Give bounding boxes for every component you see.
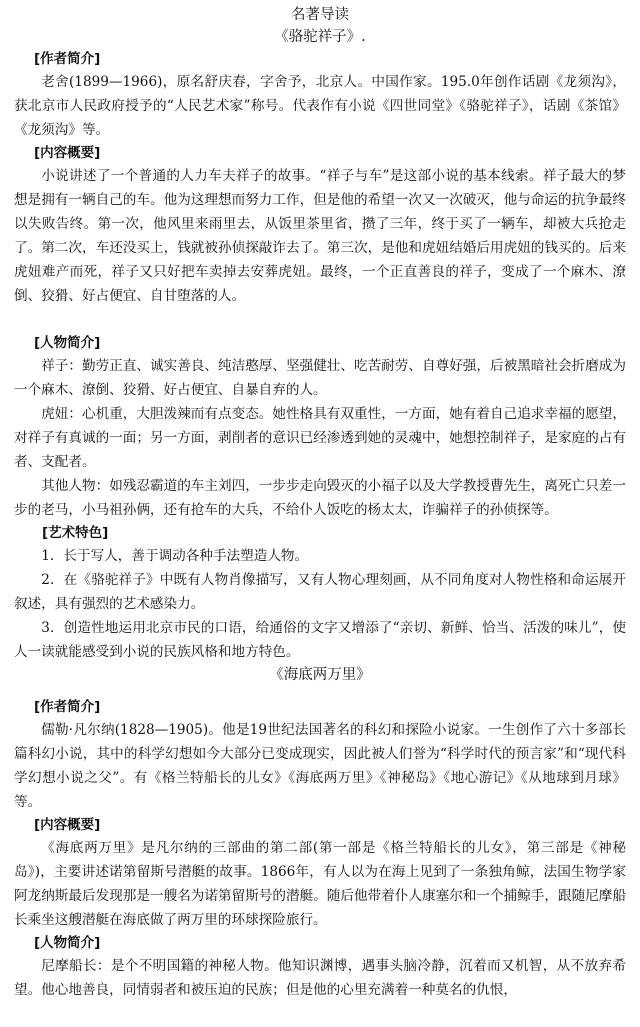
book1-content-text: 小说讲述了一个普通的人力车夫祥子的故事。“祥子与车”是这部小说的基本线索。祥子最大的梦想是拥有一辆自己的车。他为这理想而努力工作，但是他的希望一次又一次破灭，他与命运的抗争最终以失败告终。第一次，他风里来雨里去，从饭里茶里省，攒了三年，终于买了一辆车，却被大兵抢走了。第二次，车还没买上，钱就被孙侦探敲诈去了。第三次，是他和虎妞结婚后用虎妞的钱买的。后来虎妞难产而死，祥子又只好把车卖掉去安葬虎妞。最终，一个正直善良的祥子，变成了一个麻木、潦倒、狡猾、好占便宜、自甘堕落的人。 (14, 168, 626, 304)
art-feature-3: 3．创造性地运用北京市民的口语，给通俗的文字又增添了“亲切、新鲜、恰当、活泼的味儿”，使人一读就能感受到小说的民族风格和地方特色。 (14, 620, 626, 660)
book1-content-heading: [内容概要] (34, 145, 101, 161)
book2-content-text: 《海底两万里》是凡尔纳的三部曲的第二部(第一部是《格兰特船长的儿女》，第三部是《神秘岛》)，主要讲述诺第留斯号潜艇的故事。1866年，有人以为在海上见到了一条独角鲸，法国生物学家阿龙纳斯最后发现那是一艘名为诺第留斯号的潜艇。随后他带着仆人康塞尔和一个捕鲸手，跟随尼摩船长乘坐这艘潜艇在海底做了两万里的环球探险旅行。 (14, 840, 626, 928)
book1-title: 《骆驼祥子》. (274, 29, 366, 45)
book1-art-heading: [艺术特色] (42, 525, 109, 541)
character-huniu: 虎妞：心机重，大胆泼辣而有点变态。她性格具有双重性，一方面，她有着自己追求幸福的愿望，对祥子有真诚的一面；另一方面，剥削者的意识已经渗透到她的灵魂中，她想控制祥子，是家庭的占有者、支配者。 (14, 406, 626, 470)
book2-title: 《海底两万里》 (269, 667, 371, 683)
document-page (0, 4, 640, 1002)
art-feature-1: 1．长于写人，善于调动各种手法塑造人物。 (41, 548, 309, 564)
character-xiangzi: 祥子：勤劳正直、诚实善良、纯洁憨厚、坚强健壮、吃苦耐劳、自尊好强，后被黑暗社会折磨成为一个麻木、潦倒、狡猾、好占便宜、自暴自弃的人。 (14, 358, 626, 398)
book2-content-heading: [内容概要] (34, 817, 101, 833)
art-feature-2: 2．在《骆驼祥子》中既有人物肖像描写，又有人物心理刻画，从不同角度对人物性格和命运展开叙述，具有强烈的艺术感染力。 (14, 572, 626, 612)
book1-characters-heading: [人物简介] (34, 335, 101, 351)
book2-author-text: 儒勒·凡尔纳(1828—1905)。他是19世纪法国著名的科幻和探险小说家。一生创作了六十多部长篇科幻小说，其中的科学幻想如今大部分已变成现实，因此被人们誉为“科学时代的预言家”和“现代科学幻想小说之父”。有《格兰特船长的儿女》《海底两万里》《神秘岛》《地心游记》《从地球到月球》等。 (14, 722, 626, 810)
blank-line (14, 308, 626, 332)
character-nemo: 尼摩船长：是个不明国籍的神秘人物。他知识渊博，遇事头脑冷静，沉着而又机智，从不放弃希望。他心地善良，同情弱者和被压迫的民族；但是他的心里充满着一种莫名的仇恨， (14, 958, 626, 998)
book2-author-heading: [作者简介] (34, 699, 101, 715)
book1-author-heading: [作者简介] (34, 51, 101, 67)
document-heading: 名著导读 (291, 7, 349, 23)
book2-characters-heading: [人物简介] (34, 935, 101, 951)
blank-line (14, 686, 626, 696)
character-others: 其他人物：如残忍霸道的车主刘四，一步步走向毁灭的小福子以及大学教授曹先生，离死亡只差一步的老马，小马祖孙俩，还有抢车的大兵，不给仆人饭吃的杨太太，诈骗祥子的孙侦探等。 (14, 478, 626, 518)
book1-author-text: 老舍(1899—1966)，原名舒庆春，字舍予，北京人。中国作家。195.0年创作话剧《龙须沟》，获北京市人民政府授予的“人民艺术家”称号。代表作有小说《四世同堂》《骆驼祥子》，话剧《茶馆》《龙须沟》等。 (14, 74, 626, 138)
